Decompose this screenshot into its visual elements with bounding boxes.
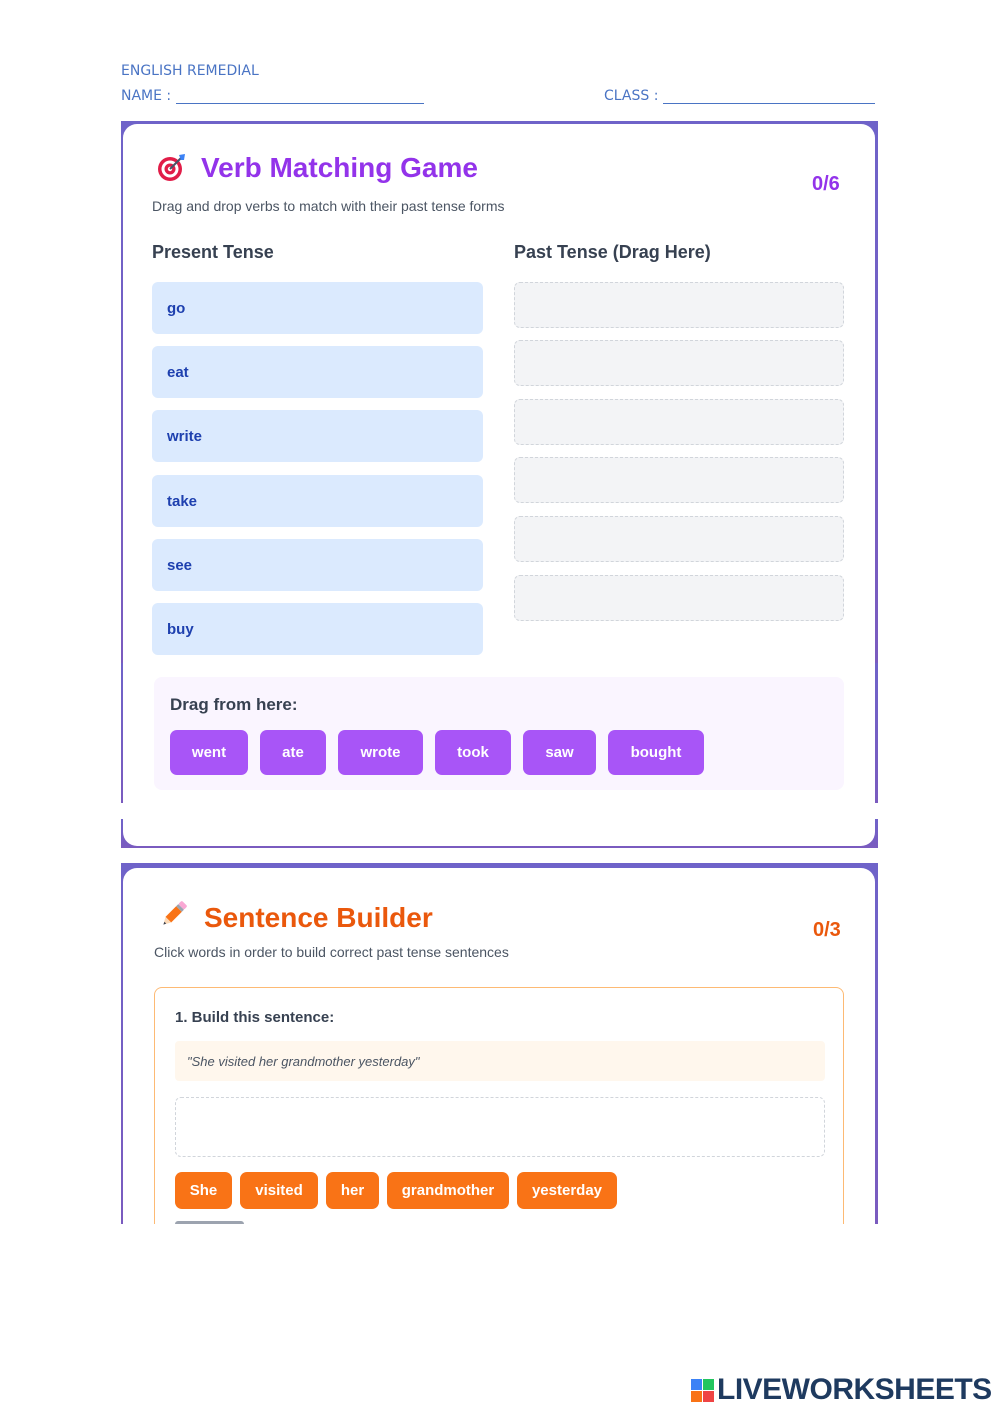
draggable-verb-chip[interactable]: bought [608,730,704,775]
draggable-verb-chip[interactable]: took [435,730,511,775]
draggable-verb-chip[interactable]: ate [260,730,326,775]
present-tense-heading: Present Tense [152,242,274,262]
present-verb: take [152,475,483,527]
draggable-verb-chip[interactable]: saw [523,730,596,775]
present-verb: go [152,282,483,334]
present-verb: buy [152,603,483,655]
name-line[interactable] [176,103,424,104]
past-tense-drop-zone[interactable] [514,340,844,386]
past-tense-heading: Past Tense (Drag Here) [514,242,711,262]
past-tense-drop-zone[interactable] [514,457,844,503]
target-icon [155,152,187,184]
present-verb: eat [152,346,483,398]
sentence-builder-subtitle: Click words in order to build correct past tense sentences [154,944,509,960]
verb-game-heading: Verb Matching Game [201,152,478,183]
sentence-builder-score: 0/3 [813,919,841,941]
logo-text: LIVEWORKSHEETS [717,1373,992,1406]
class-field[interactable] [604,88,875,104]
name-label: NAME : [121,88,172,104]
worksheet-title: ENGLISH REMEDIAL [121,63,259,79]
frame-gap [119,803,880,819]
liveworksheets-logo [691,1373,992,1407]
sentence-task-label: 1. Build this sentence: [175,1009,335,1026]
pencil-icon [158,898,190,937]
draggable-verb-chip[interactable]: wrote [338,730,423,775]
target-sentence: "She visited her grandmother yesterday" [175,1041,825,1081]
word-button[interactable]: her [326,1172,379,1209]
present-verb: see [152,539,483,591]
draggable-verb-chip[interactable]: went [170,730,248,775]
logo-mark-icon [691,1379,714,1402]
word-button[interactable]: visited [240,1172,318,1209]
sentence-builder-title [158,898,433,937]
word-button[interactable]: She [175,1172,232,1209]
past-tense-drop-zone[interactable] [514,516,844,562]
sentence-answer-area[interactable] [175,1097,825,1157]
class-label: CLASS : [604,88,659,104]
frame-gap [119,848,880,863]
verb-game-score: 0/6 [812,173,840,195]
verb-game-subtitle: Drag and drop verbs to match with their past tense forms [152,198,505,214]
past-tense-drop-zone[interactable] [514,282,844,328]
word-bank-label: Drag from here: [170,695,298,714]
verb-game-title [155,152,478,184]
name-field[interactable] [121,88,424,104]
word-button[interactable]: grandmother [387,1172,509,1209]
present-verb: write [152,410,483,462]
word-button[interactable]: yesterday [517,1172,617,1209]
sentence-builder-heading: Sentence Builder [204,901,433,933]
past-tense-drop-zone[interactable] [514,575,844,621]
past-tense-drop-zone[interactable] [514,399,844,445]
class-line[interactable] [663,103,875,104]
